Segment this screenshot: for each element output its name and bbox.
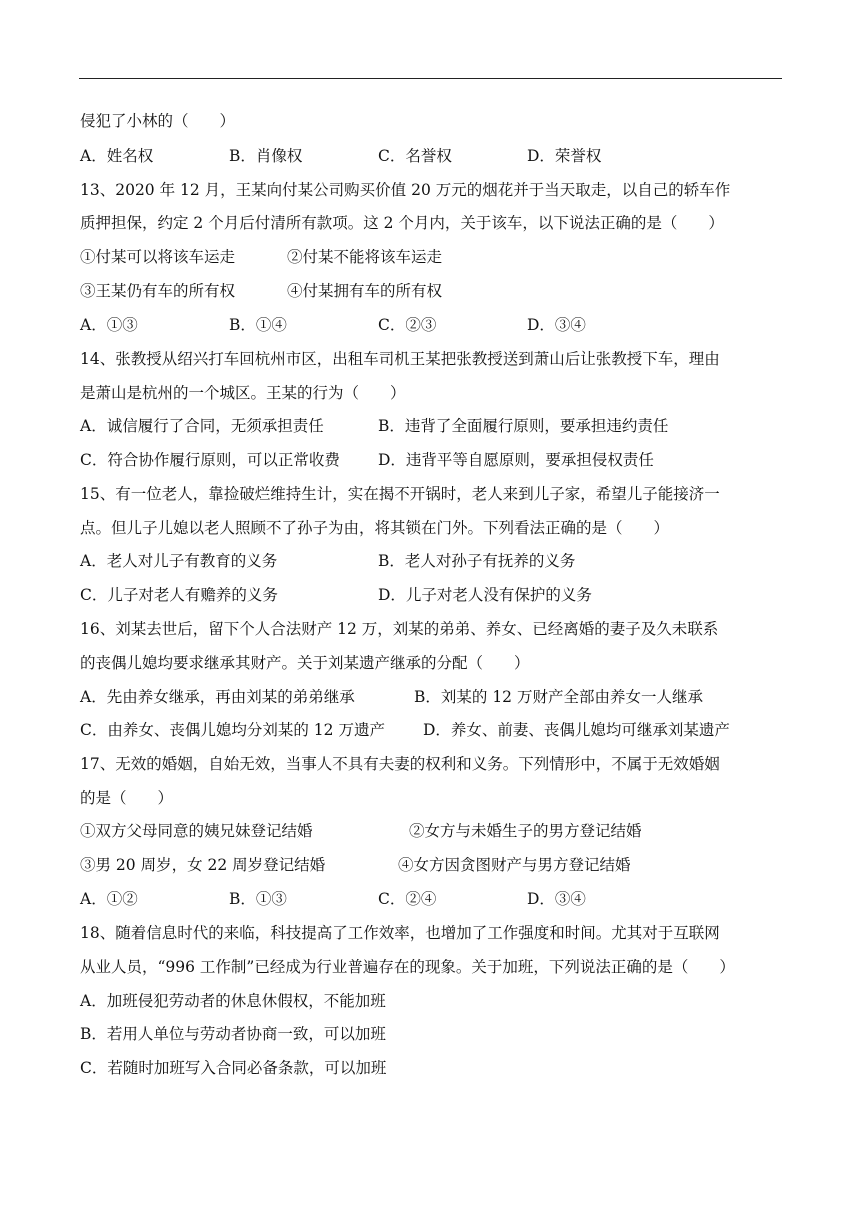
q15-stem-line-1: 15、有一位老人，靠捡破烂维持生计，实在揭不开锅时，老人来到儿子家，希望儿子能接济一 (80, 485, 720, 503)
q16-option-d: D．养女、前妻、丧偶儿媳均可继承刘某遗产 (423, 721, 730, 739)
q17-statement-1: ①双方父母同意的姨兄妹登记结婚 (80, 822, 313, 840)
q12-option-a: A．姓名权 (80, 147, 154, 165)
header-rule (79, 78, 782, 79)
q14-option-c: C．符合协作履行原则，可以正常收费 (80, 451, 340, 469)
q13-statement-3: ③王某仍有车的所有权 (80, 282, 236, 300)
q17-stem-line-1: 17、无效的婚姻，自始无效，当事人不具有夫妻的权利和义务。下列情形中，不属于无效婚姻 (80, 755, 720, 773)
q17-statement-2: ②女方与未婚生子的男方登记结婚 (409, 822, 642, 840)
q15-option-d: D．儿子对老人没有保护的义务 (378, 586, 592, 604)
q15-option-a: A．老人对儿子有教育的义务 (80, 552, 278, 570)
q13-stem-line-2: 质押担保，约定 2 个月后付清所有款项。这 2 个月内，关于该车，以下说法正确的是（ ） (80, 214, 724, 232)
q13-stem-line-1: 13、2020 年 12 月，王某向付某公司购买价值 20 万元的烟花并于当天取走，以自己的轿车作 (80, 181, 731, 199)
q17-statement-4: ④女方因贪图财产与男方登记结婚 (398, 856, 631, 874)
q14-option-b: B．违背了全面履行原则，要承担违约责任 (378, 417, 669, 435)
q17-option-d: D．③④ (527, 890, 586, 908)
q18-option-b: B．若用人单位与劳动者协商一致，可以加班 (80, 1025, 386, 1043)
q14-stem-line-2: 是萧山是杭州的一个城区。王某的行为（ ） (80, 384, 406, 402)
q16-option-a: A．先由养女继承，再由刘某的弟弟继承 (80, 688, 355, 706)
q15-stem-line-2: 点。但儿子儿媳以老人照顾不了孙子为由，将其锁在门外。下列看法正确的是（ ） (80, 519, 670, 537)
q15-option-c: C．儿子对老人有赡养的义务 (80, 586, 278, 604)
q13-option-b: B．①④ (229, 316, 287, 334)
q12-option-d: D．荣誉权 (527, 147, 602, 165)
q16-stem-line-1: 16、刘某去世后，留下个人合法财产 12 万，刘某的弟弟、养女、已经离婚的妻子及久未联系 (80, 620, 719, 638)
q13-option-a: A．①③ (80, 316, 138, 334)
q13-statement-1: ①付某可以将该车运走 (80, 248, 236, 266)
q14-stem-line-1: 14、张教授从绍兴打车回杭州市区，出租车司机王某把张教授送到萧山后让张教授下车，理由 (80, 350, 720, 368)
q12-option-b: B．肖像权 (229, 147, 303, 165)
q12-stem-end: 侵犯了小林的（ ） (80, 112, 236, 130)
q18-stem-line-2: 从业人员，“996 工作制”已经成为行业普遍存在的现象。关于加班，下列说法正确的是（ ） (80, 958, 735, 976)
q16-option-c: C．由养女、丧偶儿媳均分刘某的 12 万遗产 (80, 721, 385, 739)
q16-option-b: B．刘某的 12 万财产全部由养女一人继承 (414, 688, 703, 706)
q13-statement-4: ④付某拥有车的所有权 (287, 282, 443, 300)
q13-option-d: D．③④ (527, 316, 586, 334)
q15-option-b: B．老人对孙子有抚养的义务 (378, 552, 576, 570)
q17-stem-line-2: 的是（ ） (80, 789, 174, 807)
q12-option-c: C．名誉权 (378, 147, 452, 165)
q14-option-a: A．诚信履行了合同，无须承担责任 (80, 417, 324, 435)
q13-statement-2: ②付某不能将该车运走 (287, 248, 443, 266)
q17-option-c: C．②④ (378, 890, 437, 908)
q14-option-d: D．违背平等自愿原则，要承担侵权责任 (378, 451, 654, 469)
q17-statement-3: ③男 20 周岁，女 22 周岁登记结婚 (80, 856, 326, 874)
q17-option-b: B．①③ (229, 890, 287, 908)
q13-option-c: C．②③ (378, 316, 437, 334)
q18-option-a: A．加班侵犯劳动者的休息休假权，不能加班 (80, 992, 386, 1010)
q16-stem-line-2: 的丧偶儿媳均要求继承其财产。关于刘某遗产继承的分配（ ） (80, 654, 530, 672)
q18-option-c: C．若随时加班写入合同必备条款，可以加班 (80, 1059, 387, 1077)
q18-stem-line-1: 18、随着信息时代的来临，科技提高了工作效率，也增加了工作强度和时间。尤其对于互联网 (80, 924, 720, 942)
q17-option-a: A．①② (80, 890, 138, 908)
